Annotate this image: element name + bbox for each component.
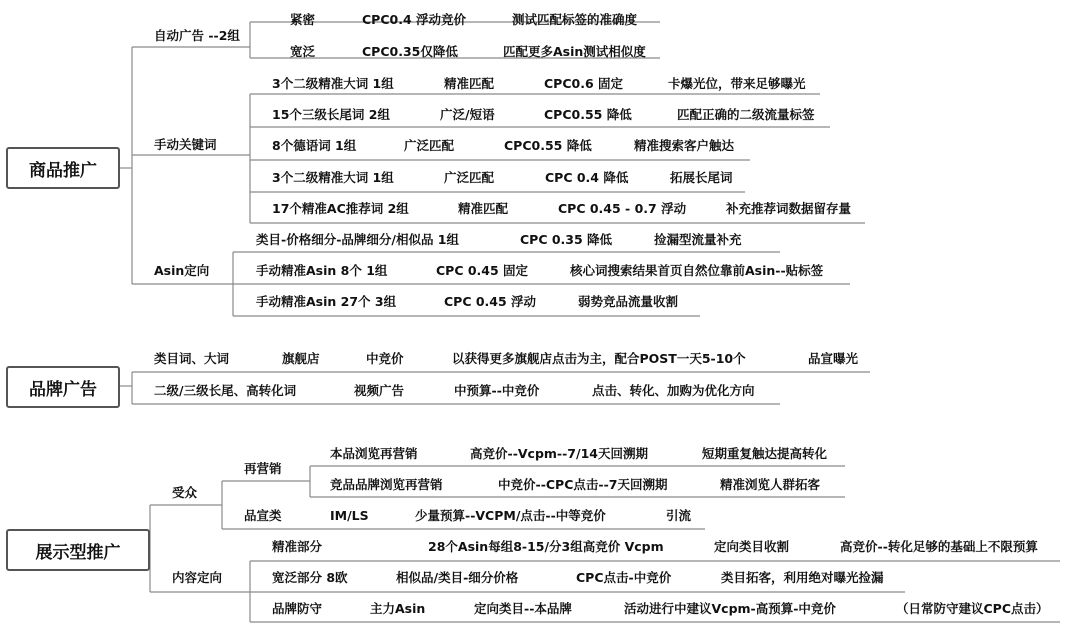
content-row-1-budget: 高竞价--转化足够的基础上不限预算: [840, 539, 1038, 554]
awareness-row-1-bid: 少量预算--VCPM/点击--中等竞价: [415, 508, 606, 523]
auto-ads-row-1-bid: CPC0.4 浮动竞价: [362, 12, 467, 27]
keyword-row-2-match: 广泛/短语: [440, 107, 495, 122]
content-row-3-daily-bid: （日常防守建议CPC点击）: [896, 601, 1049, 616]
keyword-row-3-match: 广泛匹配: [404, 138, 455, 153]
asin-row-1-bid: CPC 0.35 降低: [520, 232, 613, 247]
asin-row-2-bid: CPC 0.45 固定: [436, 263, 529, 278]
content-row-3-asin: 主力Asin: [370, 601, 426, 616]
root-node-display-promotion[interactable]: 展示型推广: [6, 529, 150, 571]
remarketing-row-2-audience: 竞品品牌浏览再营销: [330, 477, 443, 492]
brand-row-1-strategy: 以获得更多旗舰店点击为主，配合POST一天5-10个: [452, 351, 746, 366]
keyword-row-5-purpose: 补充推荐词数据留存量: [726, 201, 852, 216]
auto-ads-row-2-match: 宽泛: [290, 44, 316, 59]
asin-row-2-purpose: 核心词搜索结果首页自然位靠前Asin--贴标签: [570, 263, 824, 278]
keyword-row-5-set: 17个精准AC推荐词 2组: [272, 201, 409, 216]
subgroup-label-brand-awareness[interactable]: 品宣类: [244, 508, 282, 523]
remarketing-row-1-bid: 高竞价--Vcpm--7/14天回溯期: [470, 446, 648, 461]
keyword-row-1-set: 3个二级精准大词 1组: [272, 76, 394, 91]
keyword-row-3-bid: CPC0.55 降低: [504, 138, 592, 153]
content-row-2-setup: 相似品/类目-细分价格: [396, 570, 519, 585]
brand-row-2-keywords: 二级/三级长尾、高转化词: [154, 383, 297, 398]
remarketing-row-1-audience: 本品浏览再营销: [330, 446, 418, 461]
brand-row-2-format: 视频广告: [354, 383, 405, 398]
content-row-2-purpose: 类目拓客，利用绝对曝光捡漏: [721, 570, 884, 585]
keyword-row-4-purpose: 拓展长尾词: [670, 170, 733, 185]
keyword-row-4-match: 广泛匹配: [444, 170, 495, 185]
keyword-row-2-purpose: 匹配正确的二级流量标签: [677, 107, 815, 122]
content-row-3-event-bid: 活动进行中建议Vcpm-高预算-中竞价: [624, 601, 836, 616]
keyword-row-4-set: 3个二级精准大词 1组: [272, 170, 394, 185]
asin-row-3-target: 手动精准Asin 27个 3组: [256, 294, 397, 309]
content-row-3-target: 定向类目--本品牌: [474, 601, 572, 616]
content-row-1-part: 精准部分: [272, 539, 323, 554]
keyword-row-1-bid: CPC0.6 固定: [544, 76, 624, 91]
keyword-row-2-set: 15个三级长尾词 2组: [272, 107, 390, 122]
keyword-row-1-purpose: 卡爆光位，带来足够曝光: [668, 76, 806, 91]
auto-ads-row-2-purpose: 匹配更多Asin测试相似度: [503, 44, 646, 59]
auto-ads-row-1-purpose: 测试匹配标签的准确度: [512, 12, 638, 27]
asin-row-2-target: 手动精准Asin 8个 1组: [256, 263, 388, 278]
group-label-content-targeting[interactable]: 内容定向: [172, 570, 223, 585]
keyword-row-5-match: 精准匹配: [458, 201, 509, 216]
brand-row-2-bid: 中预算--中竞价: [454, 383, 540, 398]
group-label-auto-ads[interactable]: 自动广告 --2组: [154, 28, 240, 43]
remarketing-row-1-purpose: 短期重复触达提高转化: [702, 446, 828, 461]
group-label-asin-targeting[interactable]: Asin定向: [154, 263, 210, 278]
content-row-2-bid: CPC点击-中竞价: [576, 570, 672, 585]
content-row-1-setup: 28个Asin每组8-15/分3组高竞价 Vcpm: [428, 539, 664, 554]
asin-row-3-purpose: 弱势竞品流量收割: [578, 294, 679, 309]
root-node-product-promotion[interactable]: 商品推广: [6, 147, 120, 189]
brand-row-1-goal: 品宣曝光: [808, 351, 859, 366]
keyword-row-4-bid: CPC 0.4 降低: [545, 170, 629, 185]
group-label-audience[interactable]: 受众: [172, 485, 198, 500]
brand-row-1-format: 旗舰店: [282, 351, 320, 366]
keyword-row-3-set: 8个德语词 1组: [272, 138, 357, 153]
auto-ads-row-1-match: 紧密: [290, 12, 316, 27]
remarketing-row-2-bid: 中竞价--CPC点击--7天回溯期: [498, 477, 668, 492]
group-label-manual-keywords[interactable]: 手动关键词: [154, 137, 217, 152]
asin-row-1-target: 类目-价格细分-品牌细分/相似品 1组: [256, 232, 459, 247]
awareness-row-1-audience: IM/LS: [330, 508, 369, 523]
content-row-3-part: 品牌防守: [272, 601, 323, 616]
remarketing-row-2-purpose: 精准浏览人群拓客: [720, 477, 821, 492]
subgroup-label-remarketing[interactable]: 再营销: [244, 461, 282, 476]
root-node-brand-ads[interactable]: 品牌广告: [6, 366, 120, 408]
awareness-row-1-purpose: 引流: [666, 508, 692, 523]
content-row-2-part: 宽泛部分 8欧: [272, 570, 348, 585]
asin-row-3-bid: CPC 0.45 浮动: [444, 294, 537, 309]
content-row-1-strategy: 定向类目收割: [714, 539, 790, 554]
brand-row-1-keywords: 类目词、大词: [154, 351, 230, 366]
asin-row-1-purpose: 捡漏型流量补充: [654, 232, 742, 247]
brand-row-2-strategy: 点击、转化、加购为优化方向: [592, 383, 755, 398]
brand-row-1-bid: 中竞价: [366, 351, 404, 366]
keyword-row-3-purpose: 精准搜索客户触达: [634, 138, 735, 153]
keyword-row-1-match: 精准匹配: [444, 76, 495, 91]
keyword-row-5-bid: CPC 0.45 - 0.7 浮动: [558, 201, 687, 216]
keyword-row-2-bid: CPC0.55 降低: [544, 107, 632, 122]
auto-ads-row-2-bid: CPC0.35仅降低: [362, 44, 458, 59]
